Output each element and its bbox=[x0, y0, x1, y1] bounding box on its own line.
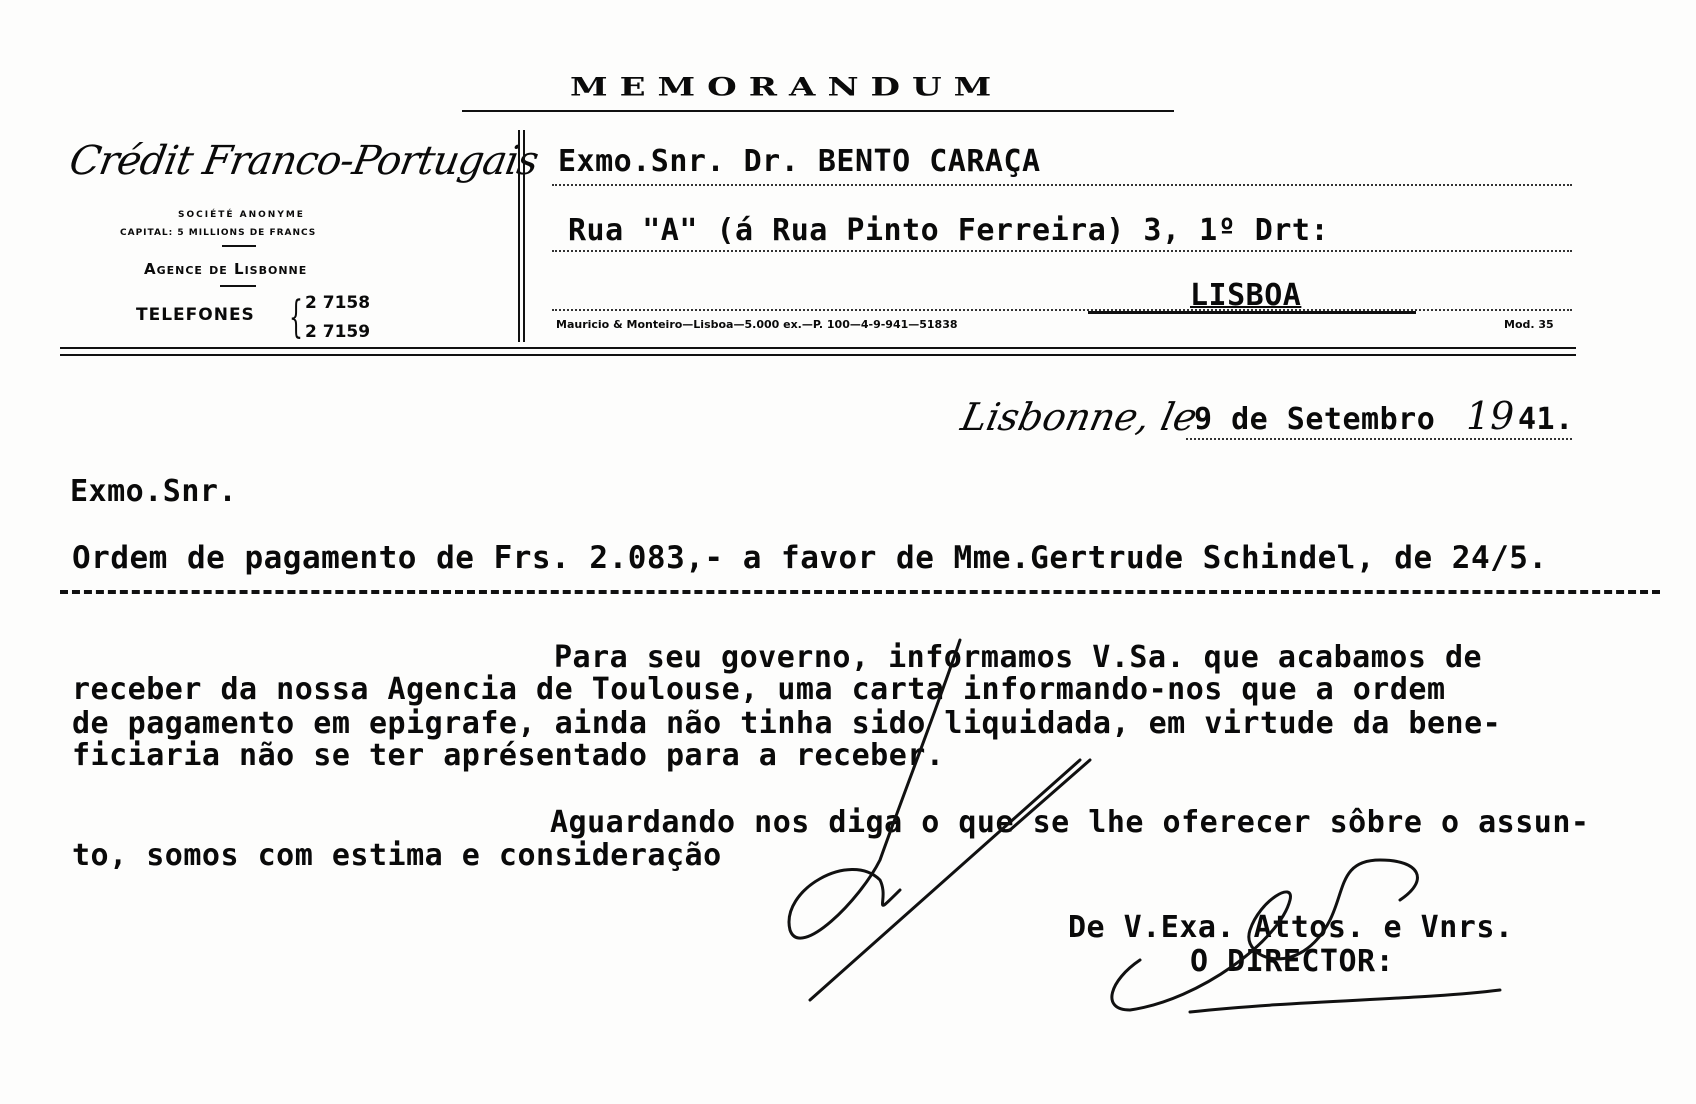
salutation: Exmo.Snr. bbox=[70, 474, 238, 509]
body-para1-line1: Para seu governo, informamos V.Sa. que acabamos de bbox=[554, 640, 1483, 675]
signatory-title: O DIRECTOR: bbox=[1190, 944, 1395, 979]
agency-name: Agence de Lisbonne bbox=[144, 260, 308, 278]
body-para1-line2: receber da nossa Agencia de Toulouse, uma carta informando-nos que a ordem bbox=[72, 672, 1446, 707]
date-year: 41. bbox=[1518, 402, 1574, 437]
printer-imprint: Mauricio & Monteiro—Lisboa—5.000 ex.—P. 100—4-9-941—51838 bbox=[556, 318, 958, 331]
director-signature-underline bbox=[1190, 990, 1500, 1012]
pen-stroke-short bbox=[1010, 760, 1090, 830]
date-century: 19 bbox=[1466, 394, 1515, 438]
form-model: Mod. 35 bbox=[1504, 318, 1554, 331]
pen-stroke-initials bbox=[789, 640, 960, 938]
recipient-name: Exmo.Snr. Dr. BENTO CARAÇA bbox=[558, 144, 1041, 179]
company-logo: Crédit Franco-Portugais bbox=[65, 138, 542, 184]
director-signature bbox=[1112, 860, 1418, 1010]
company-type: SOCIÉTÉ ANONYME bbox=[178, 210, 305, 220]
recipient-address: Rua "A" (á Rua Pinto Ferreira) 3, 1º Drt: bbox=[568, 213, 1330, 248]
phone-number-1: 2 7158 bbox=[305, 293, 371, 313]
date-place: Lisbonne, le bbox=[957, 395, 1202, 439]
body-para2-line1: Aguardando nos diga o que se lhe oferecer sôbre o assun- bbox=[550, 805, 1590, 840]
phones-brace: { bbox=[289, 292, 303, 343]
body-para2-line2: to, somos com estima e consideração bbox=[72, 838, 722, 873]
pen-stroke-long bbox=[810, 760, 1080, 1000]
date-day-month: 9 de Setembro bbox=[1194, 402, 1436, 437]
memorandum-title: MEMORANDUM bbox=[570, 72, 1004, 102]
closing-line: De V.Exa. Attos. e Vnrs. bbox=[1068, 910, 1514, 945]
company-capital: CAPITAL: 5 MILLIONS DE FRANCS bbox=[120, 228, 317, 238]
body-para1-line4: ficiaria não se ter aprésentado para a receber. bbox=[72, 738, 945, 773]
body-para1-line3: de pagamento em epigrafe, ainda não tinha sido liquidada, em virtude da bene- bbox=[72, 706, 1502, 741]
phone-number-2: 2 7159 bbox=[305, 322, 371, 342]
phones-label: TELEFONES bbox=[136, 305, 255, 325]
recipient-city: LISBOA bbox=[1190, 278, 1302, 313]
subject-line: Ordem de pagamento de Frs. 2.083,- a favor de Mme.Gertrude Schindel, de 24/5. bbox=[72, 540, 1548, 576]
